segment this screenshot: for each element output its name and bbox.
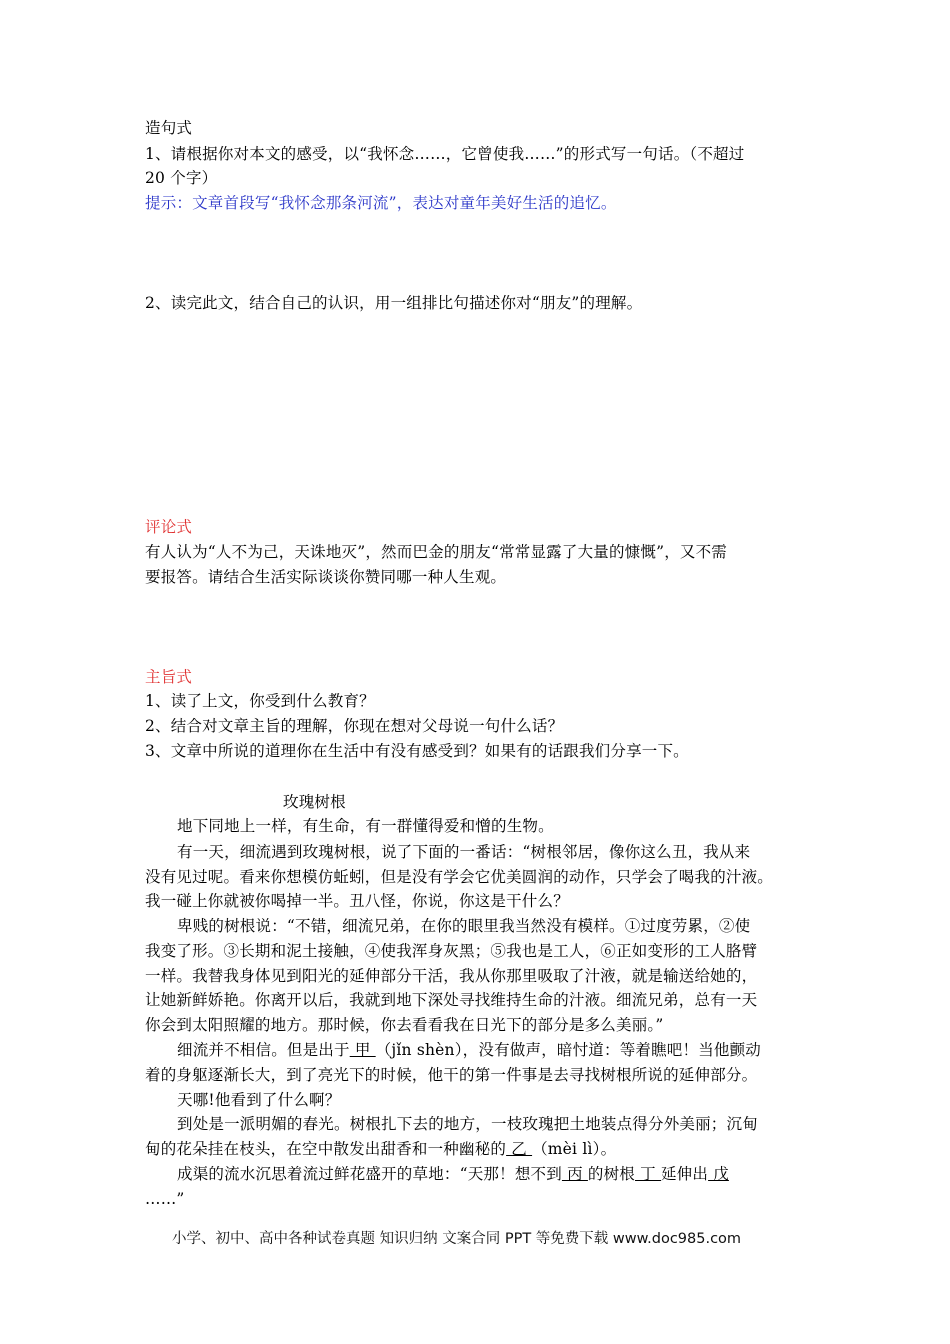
- text-segment: 甸的花朵挂在枝头，在空中散发出甜香和一种幽秘的: [145, 1140, 507, 1158]
- blank-yi: 乙: [506, 1140, 533, 1158]
- pinglun-line-2: 要报答。请结合生活实际谈谈你赞同哪一种人生观。: [145, 568, 507, 586]
- blank-wu: 戊: [708, 1165, 729, 1183]
- story-line: 让她新鲜娇艳。你离开以后，我就到地下深处寻找维持生命的汁液。细流兄弟，总有一天: [145, 991, 758, 1009]
- section-heading-zaojushi: 造句式: [145, 119, 193, 137]
- zhuzhi-question-3: 3、文章中所说的道理你在生活中有没有感受到？如果有的话跟我们分享一下。: [145, 742, 689, 760]
- question-1-line-1: 1、请根据你对本文的感受，以“我怀念……，它曾使我……”的形式写一句话。（不超过: [145, 145, 745, 163]
- story-line: 我变了形。③长期和泥土接触，④使我浑身灰黑；⑤我也是工人，⑥正如变形的工人胳臂: [145, 942, 758, 960]
- story-line: 一样。我替我身体见到阳光的延伸部分干活，我从你那里吸取了汁液，就是输送给她的，: [145, 967, 758, 985]
- question-1-line-2: 20 个字）: [145, 169, 218, 187]
- pinglun-line-1: 有人认为“人不为己，天诛地灭”，然而巴金的朋友“常常显露了大量的慷慨”，又不需: [145, 543, 727, 561]
- text-segment: 延伸出: [660, 1165, 709, 1183]
- story-title: 玫瑰树根: [283, 793, 346, 811]
- story-line: 到处是一派明媚的春光。树根扎下去的地方，一枝玫瑰把土地装点得分外美丽；沉甸: [177, 1115, 758, 1133]
- blank-jia: 甲: [349, 1041, 376, 1059]
- story-line: 我一碰上你就被你喝掉一半。丑八怪，你说，你这是干什么？: [145, 892, 569, 910]
- story-line: 你会到太阳照耀的地方。那时候，你去看看我在日光下的部分是多么美丽。”: [145, 1016, 664, 1034]
- text-segment: 细流并不相信。但是出于: [177, 1041, 350, 1059]
- story-line: 有一天，细流遇到玫瑰树根，说了下面的一番话：“树根邻居，像你这么丑，我从来: [177, 843, 751, 861]
- story-line: 着的身躯逐渐长大，到了亮光下的时候，他干的第一件事是去寻找树根所说的延伸部分。: [145, 1066, 758, 1084]
- text-segment: 的树根: [587, 1165, 636, 1183]
- blank-bing: 丙: [561, 1165, 588, 1183]
- zhuzhi-question-1: 1、读了上文，你受到什么教育？: [145, 692, 375, 710]
- blank-ding: 丁: [635, 1165, 661, 1183]
- story-line: ……”: [145, 1190, 185, 1208]
- zhuzhi-question-2: 2、结合对文章主旨的理解，你现在想对父母说一句什么话？: [145, 717, 564, 735]
- text-segment: 成渠的流水沉思着流过鲜花盛开的草地：“天那！想不到: [177, 1165, 562, 1183]
- story-line: 卑贱的树根说：“不错，细流兄弟，在你的眼里我当然没有模样。①过度劳累，②使: [177, 917, 751, 935]
- story-line-with-blank: [177, 1039, 761, 1061]
- text-segment: （mèi lì）。: [532, 1140, 617, 1158]
- text-segment: （jǐn shèn），没有做声，暗忖道：等着瞧吧！当他颤动: [375, 1041, 761, 1059]
- story-line-with-blanks: [177, 1163, 729, 1185]
- story-line-with-blank: [145, 1138, 616, 1160]
- story-paragraph: 地下同地上一样，有生命，有一群懂得爱和憎的生物。: [177, 817, 554, 835]
- footer-text: 小学、初中、高中各种试卷真题 知识归纳 文案合同 PPT 等免费下载 www.doc985.com: [172, 1231, 742, 1247]
- section-heading-pinglunshi: 评论式: [145, 518, 193, 536]
- section-heading-zhuzhishi: 主旨式: [145, 668, 193, 686]
- question-2: 2、读完此文，结合自己的认识，用一组排比句描述你对“朋友”的理解。: [145, 294, 643, 312]
- hint-text: 提示：文章首段写“我怀念那条河流”，表达对童年美好生活的追忆。: [145, 194, 617, 212]
- story-line: 天哪!他看到了什么啊？: [177, 1091, 341, 1109]
- story-line: 没有见过呢。看来你想模仿蚯蚓，但是没有学会它优美圆润的动作，只学会了喝我的汁液。: [145, 868, 774, 886]
